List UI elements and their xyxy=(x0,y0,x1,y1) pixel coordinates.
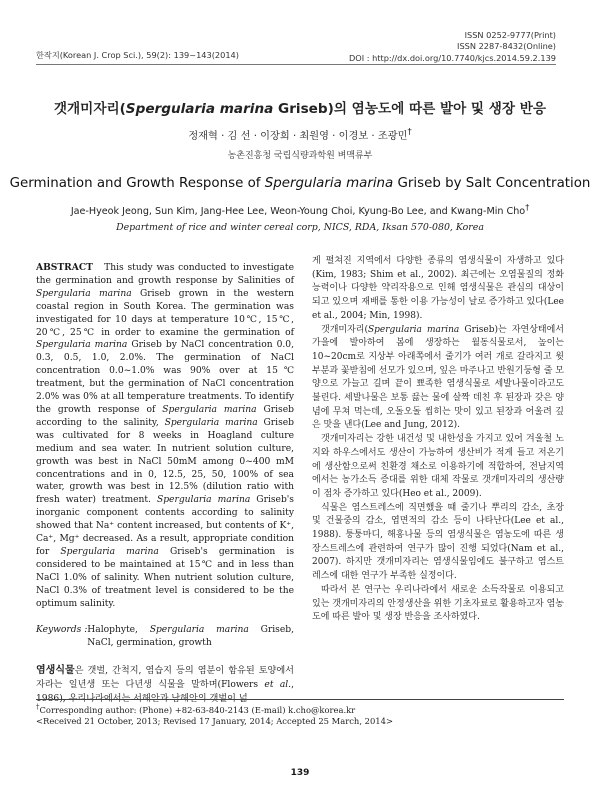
species-name: Spergularia marina xyxy=(60,546,159,557)
footnote-rule xyxy=(36,699,564,700)
received-dates: <Received 21 October, 2013; Revised 17 January, 2014; Accepted 25 March, 2014> xyxy=(36,716,393,727)
abstract-text: Griseb grown in the western coastal region in South Korea. The germination was investigated for 10 days at temperature 10℃, 15℃, 20℃, 25℃ in order to examine the germination of xyxy=(36,288,294,338)
species-name: Spergularia marina xyxy=(367,324,460,335)
corresponding-author-note xyxy=(36,702,393,716)
corresponding-mark: † xyxy=(407,127,412,138)
left-column xyxy=(36,262,294,706)
korean-authors xyxy=(0,127,600,142)
species-name: Spergularia marina xyxy=(36,340,128,351)
korean-title-species: Spergularia marina xyxy=(125,101,274,117)
abstract-text: Griseb's germination is considered to be maintained at 15℃ and in less than NaCl 1.0% of salinity. When nutrient solution culture, NaCl 0.3% of treatment level is considered to be the optimum salinity. xyxy=(36,546,294,609)
species-name: Spergularia marina xyxy=(164,417,258,428)
korean-author-list: 정재혁 · 김 선 · 이장희 · 최원영 · 이경보 · 조광민 xyxy=(188,131,408,142)
keywords-text: Halophyte, xyxy=(87,625,150,636)
english-title-part: Germination and Growth Response of xyxy=(9,176,265,191)
body-text: 갯개미자리( xyxy=(321,324,368,335)
body-paragraph: 따라서 본 연구는 우리나라에서 새로운 소득작물로 이용되고 있는 갯개미자리의 안정생산을 위한 기초자료로 활용하고자 염농도에 따른 발아 및 생장 반응을 조사하였다. xyxy=(312,584,564,623)
corresponding-mark-en: † xyxy=(525,203,530,212)
issn-online: ISSN 2287-8432(Online) xyxy=(457,41,556,52)
keywords xyxy=(36,624,294,650)
english-authors xyxy=(0,203,600,217)
korean-title-part: 갯개미자리( xyxy=(53,101,126,117)
header-rule xyxy=(36,64,556,65)
english-author-list: Jae-Hyeok Jeong, Sun Kim, Jang-Hee Lee, Weon-Young Choi, Kyung-Bo Lee, and Kwang-Min Cho xyxy=(70,206,526,218)
species-name: Spergularia marina xyxy=(162,404,257,415)
issn-print: ISSN 0252-9777(Print) xyxy=(464,30,556,40)
abstract-text: This study was conducted to investigate the germination and growth response by Salinities of xyxy=(36,263,294,286)
corresponding-author-text: Corresponding author: (Phone) +82-63-840-2143 (E-mail) k.cho@korea.kr xyxy=(39,704,356,715)
abstract-text: Griseb according to the salinity, xyxy=(36,404,294,428)
species-name: Spergularia marina xyxy=(36,288,132,299)
keywords-text: Griseb, NaCl, germination, growth xyxy=(87,625,294,649)
korean-affiliation: 농촌진흥청 국립식량과학원 벼맥류부 xyxy=(227,151,373,161)
english-title-species: Spergularia marina xyxy=(264,176,394,191)
intro-text: , 1986), 우리나라에서는 서해안과 남해안의 갯벌이 넓 xyxy=(36,680,294,705)
keywords-list xyxy=(87,624,294,650)
korean-title-part: Griseb)의 염농도에 따른 발아 및 생장 반응 xyxy=(273,101,547,117)
doi-link[interactable]: DOI : http://dx.doi.org/10.7740/kjcs.2014.59.2.139 xyxy=(348,52,556,63)
english-title xyxy=(0,176,600,191)
intro-text: 은 갯벌, 간척지, 염습지 등의 염분이 함유된 토양에서 자라는 일년생 또는 다년생 식물을 말하며(Flowers xyxy=(36,666,294,691)
footnote xyxy=(36,702,393,728)
abstract-paragraph xyxy=(36,262,294,610)
intro-lead-word: 염생식물 xyxy=(36,665,75,677)
body-paragraph: 게 펼쳐진 지역에서 다양한 종류의 염생식물이 자생하고 있다(Kim, 1983; Shim et al., 2002). 최근에는 오염물질의 정화 능력이나 다양한 약리작용으로 인해 염생식물은 관심의 대상이 되고 있으며 재배를 통한 이용 가능성이 날로 증가하고 있다(Lee et al., 2004; Min, 1998). xyxy=(312,256,564,321)
english-affiliation: Department of rice and winter cereal corp, NICS, RDA, Iksan 570-080, Korea xyxy=(116,222,484,233)
page-number: 139 xyxy=(290,768,310,778)
abstract-label: ABSTRACT xyxy=(36,262,93,273)
body-paragraph: 식물은 염스트레스에 직면했을 때 줄기나 뿌리의 감소, 초장 및 건물중의 감소, 엽면적의 감소 등이 나타난다(Lee et al., 1988). 퉁퉁마디, 해홍나물 등의 염생식물은 염농도에 따른 생장스트레스에 관련하여 연구가 많이 진행 되었다(Nam et al., 2007). 하지만 갯개미자리는 염생식물임에도 불구하고 염스트레스에 대한 연구가 부족한 실정이다. xyxy=(312,502,564,582)
keywords-label: Keywords : xyxy=(36,625,88,636)
abstract-text: Griseb was cultivated for 8 weeks in Hoagland culture medium and sea water. In nutrient solution culture, growth was best in NaCl 50mM among 0~400 mM concentrations and in 0, 12.5, 25, 50, 100% of sea water, growth was best in 12.5% (dilution ratio with fresh water) treatment. xyxy=(36,417,294,506)
journal-citation: 한작지(Korean J. Crop Sci.), 59(2): 139~143(2014) xyxy=(36,50,239,60)
english-title-part: Griseb by Salt Concentration xyxy=(393,176,591,191)
body-paragraph: 갯개미자리는 강한 내건성 및 내한성을 가지고 있어 겨울철 노지와 하우스에서도 생산이 가능하여 생산비가 적게 들고 저온기에 생산함으로써 친환경 채소로 이용하기에 적합하여, 전남지역에서는 농가소득 증대를 위한 대체 작물로 갯개미자리의 생산량이 점차 증가하고 있다(Heo et al., 2009). xyxy=(312,434,564,499)
keywords-species: Spergularia marina xyxy=(149,625,249,636)
abstract-text: Griseb's inorganic component contents according to salinity showed that Na⁺ content increased, but contents of K⁺, Ca⁺, Mg⁺ decreased. As a result, appropriate condition for xyxy=(36,495,294,557)
issn-doi-block xyxy=(349,30,556,64)
body-paragraph xyxy=(312,324,564,434)
abstract-text: Griseb by NaCl concentration 0.0, 0.3, 0.5, 1.0, 2.0%. The germination of NaCl concentration 0.0~1.0% was 90% over at 15℃ treatment, but the germination of NaCl concentration 2.0% was 0% at all temperature treatments. To identify the growth response of xyxy=(36,340,294,415)
species-name: Spergularia marina xyxy=(156,495,251,506)
body-text: Griseb)는 자연상태에서 가을에 발아하여 봄에 생장하는 월동식물로서, 높이는 10~20cm로 지상부 아래쪽에서 줄기가 여러 개로 갈라지고 윗부분과 꽃받침에 선모가 있으며, 잎은 마주나고 반원기둥형 줄 모양으로 가늘고 길며 끝이 뾰족한 염생식물로 세발나물이라고도 불린다. 세발나물은 보통 끓는 물에 살짝 데친 후 된장과 갖은 양념에 무쳐 먹는데, 오돌오돌 씹히는 맛이 있고 된장과 어울려 깊은 맛을 낸다(Lee and Jung, 2012). xyxy=(312,324,565,431)
right-column xyxy=(312,255,564,625)
intro-etal: et al. xyxy=(264,680,292,691)
corresponding-mark-foot: † xyxy=(36,703,40,711)
korean-title xyxy=(0,97,600,117)
